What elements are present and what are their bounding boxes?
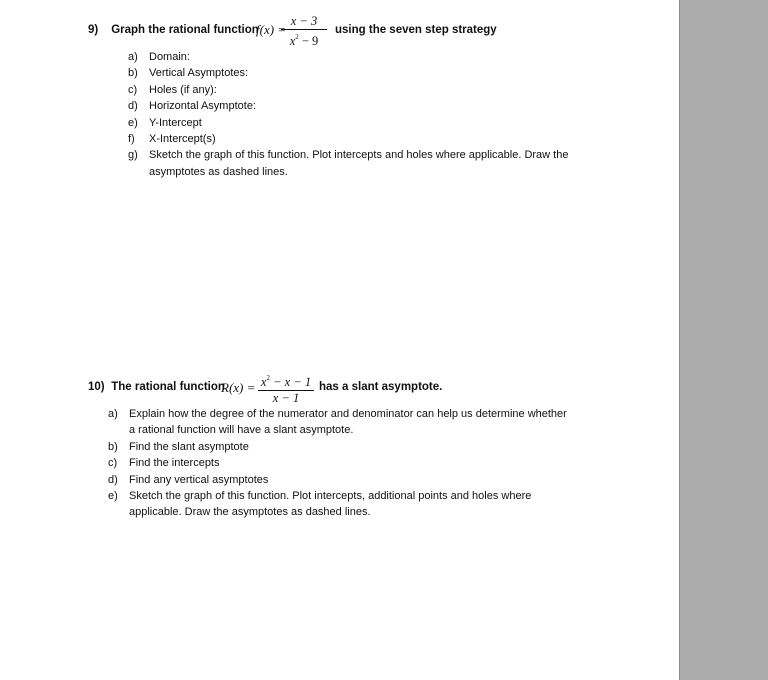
q10-item-line: Sketch the graph of this function. Plot intercepts, additional points and holes where	[129, 490, 532, 503]
q9-item	[128, 82, 568, 98]
q9-heading	[88, 24, 259, 36]
q9-item-line: Domain:	[149, 51, 190, 63]
q9-item-label: a)	[128, 51, 138, 63]
q9-item	[128, 49, 568, 65]
q10-item	[108, 472, 567, 488]
q10-item	[108, 455, 567, 471]
q10-item-text	[129, 455, 220, 471]
q10-item-line: Find the slant asymptote	[129, 440, 249, 453]
q10-item-line: Explain how the degree of the numerator and denominator can help us determine whether	[129, 408, 567, 420]
q9-denominator: $x^2 - 9$	[289, 33, 319, 48]
q10-item-text	[129, 406, 567, 439]
q9-item	[128, 98, 568, 114]
q9-item-line: Horizontal Asymptote:	[149, 100, 256, 113]
q9-item-text	[149, 49, 190, 65]
q10-function-name: R(x) =	[221, 380, 256, 395]
q10-lead: The rational function	[111, 381, 225, 393]
q10-item-line: Find the intercepts	[129, 457, 220, 470]
q9-item	[128, 147, 568, 180]
q9-numerator: x − 3	[290, 14, 318, 28]
q10-tail: has a slant asymptote.	[319, 381, 443, 393]
q10-item	[108, 439, 567, 455]
q10-item-label: a)	[108, 408, 118, 420]
q9-item	[128, 131, 568, 147]
q10-item	[108, 406, 567, 439]
q9-item-text	[149, 131, 216, 147]
q10-list	[108, 406, 567, 521]
q9-item-label: b)	[128, 67, 138, 80]
q9-item-line: Vertical Asymptotes:	[149, 67, 249, 80]
q10-item-label: c)	[108, 457, 118, 470]
q9-fraction	[281, 14, 327, 48]
q9-item-text	[149, 115, 202, 131]
q9-fraction-bar	[281, 29, 327, 30]
q9-item-label: d)	[128, 100, 138, 113]
q10-heading	[88, 381, 225, 393]
q9-item-text	[149, 82, 217, 98]
q9-number: 9)	[88, 24, 99, 36]
q9-list	[128, 49, 568, 180]
q10-fraction	[258, 371, 314, 405]
q9-item-label: e)	[128, 116, 138, 129]
q10-item-text	[129, 439, 249, 455]
q9-item-line: X-Intercept(s)	[149, 133, 216, 146]
q9-tail: using the seven step strategy	[335, 24, 497, 36]
q9-item	[128, 115, 568, 131]
q9-function-name: f(x) =	[256, 22, 287, 37]
q10-item-continuation: a rational function will have a slant asymptote.	[129, 424, 354, 437]
q9-item	[128, 65, 568, 81]
q9-item-text	[149, 98, 256, 114]
q9-item-label: f)	[128, 133, 135, 146]
q9-item-line: Holes (if any):	[149, 83, 217, 96]
q9-item-continuation: asymptotes as dashed lines.	[149, 165, 288, 178]
q9-item-label: g)	[128, 149, 138, 162]
q10-numerator: $x^2 - x - 1$	[260, 374, 312, 389]
q9-item-line: Sketch the graph of this function. Plot intercepts and holes where applicable. Draw the	[149, 149, 569, 162]
q9-item-label: c)	[128, 83, 138, 96]
q9-lead: Graph the rational function	[111, 24, 259, 36]
q10-denominator: x − 1	[272, 391, 300, 405]
q10-item-label: b)	[108, 440, 118, 453]
q10-item-label: d)	[108, 473, 118, 486]
q9-item-text	[149, 147, 568, 180]
q10-item-label: e)	[108, 490, 118, 503]
q10-number: 10)	[88, 381, 105, 393]
q10-item-text	[129, 472, 268, 488]
q9-item-text	[149, 65, 248, 81]
q9-item-line: Y-Intercept	[149, 116, 202, 129]
q10-item-line: Find any vertical asymptotes	[129, 473, 269, 486]
page-gutter	[679, 0, 768, 680]
q10-item	[108, 488, 567, 521]
q10-item-text	[129, 488, 531, 521]
q10-item-continuation: applicable. Draw the asymptotes as dashed lines.	[129, 506, 371, 519]
